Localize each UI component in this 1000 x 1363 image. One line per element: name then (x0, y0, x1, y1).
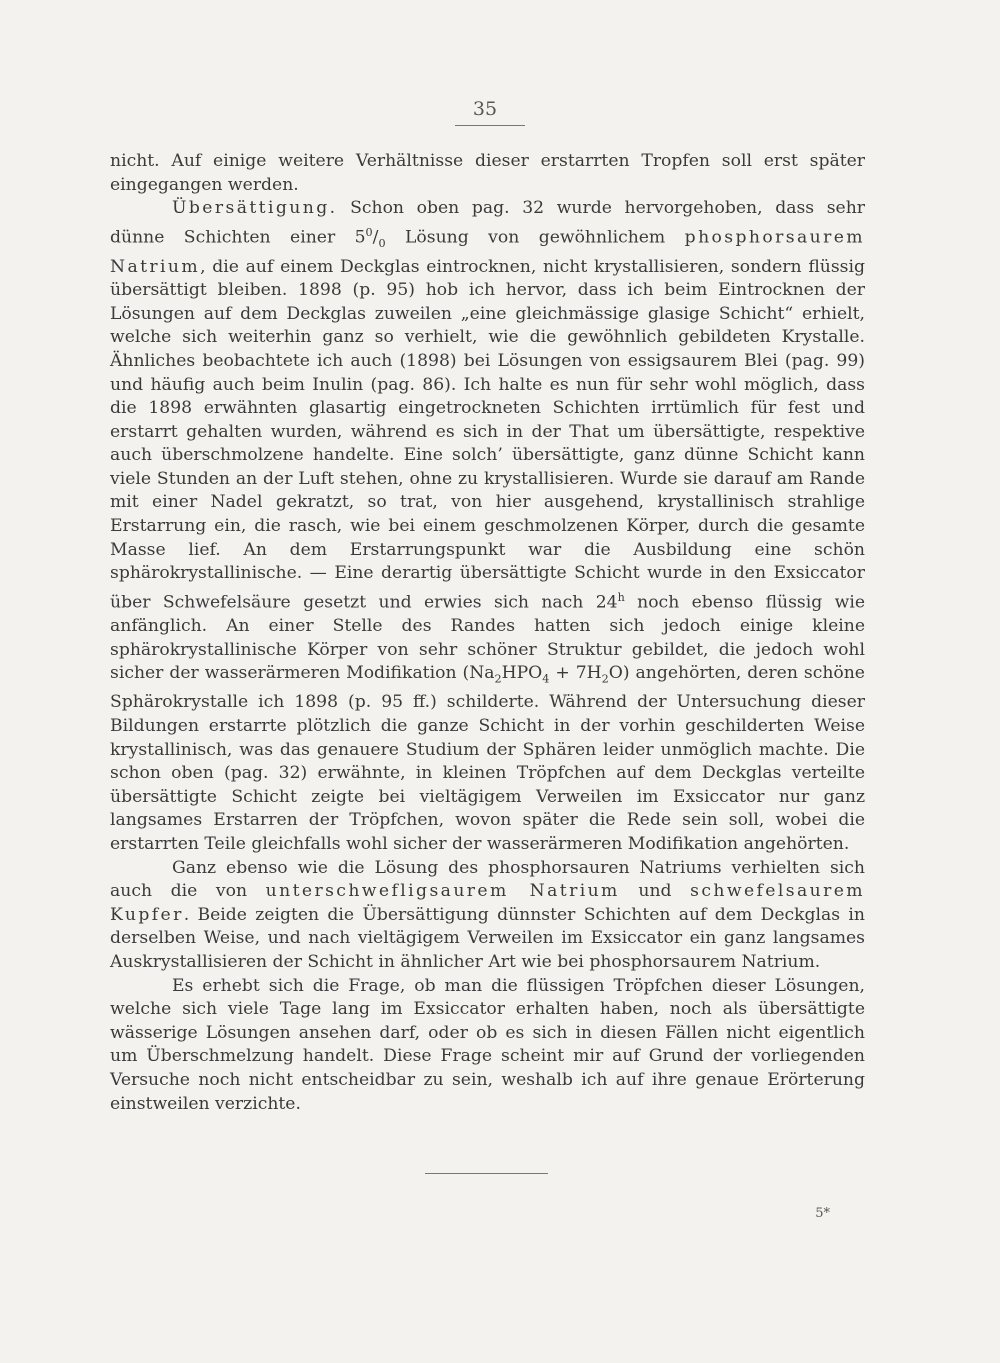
end-rule (425, 1173, 548, 1174)
spaced-term: Übersättigung. (172, 198, 338, 219)
text-run: Ganz ebenso wie die Lösung des phosphorsauren Natriums verhielten sich auch die von (110, 857, 865, 902)
text-run: noch ebenso flüssig wie anfänglich. An einer Stelle des Randes hatten sich jedoch einige kleine sphärokrystallinische Körper von sehr schöner Struktur gebildet, die jedoch wohl sicher der wasserärmeren Modifikation (Na (110, 592, 865, 684)
spaced-term: phosphorsaurem Natrium (110, 227, 865, 277)
page-number: 35 (472, 98, 498, 120)
paragraph-2 (110, 197, 865, 856)
spaced-term: schwefelsaurem Kupfer (110, 881, 865, 925)
page-number-rule (455, 125, 525, 126)
text-run: 0 (365, 225, 373, 239)
text-run: , die auf einem Deckglas eintrocknen, nicht krystallisieren, sondern flüssig übersättigt bleiben. 1898 (p. 95) hob ich hervor, dass ich beim Eintrocknen der Lösungen auf dem Deckglas zuweilen „eine gleichmässige glasige Schicht“ erhielt, welche sich weiterhin ganz so verhielt, wie die gewöhnlich gebildeten Krystalle. Ähnliches beobachtete ich auch (1898) bei Lösungen von essigsaurem Blei (pag. 99) und häufig auch beim Inulin (pag. 86). Ich halte es nun für sehr wohl möglich, dass die 1898 erwähnten glasartig eingetrockneten Schichten irrtümlich für fest und erstarrt gehalten wurden, während es sich in der That um übersättigte, respektive auch überschmolzene handelte. Eine solch’ übersättigte, ganz dünne Schicht kann viele Stunden an der Luft stehen, ohne zu krystallisieren. Wurde sie darauf am Rande mit einer Nadel gekratzt, so trat, von hier ausgehend, krystallinisch strahlige Erstarrung ein, die rasch, wie bei einem geschmolzenen Körper, durch die gesamte Masse lief. An dem Erstarrungspunkt war die Ausbildung eine schön sphärokrystallinische. — Eine derartig übersättigte Schicht wurde in den Exsiccator über Schwefelsäure gesetzt und erwies sich nach 24 (110, 256, 865, 613)
text-run: nicht. Auf einige weitere Verhältnisse dieser erstarrten Tropfen soll erst später eingegangen werden. (110, 151, 865, 195)
paragraph-3 (110, 857, 865, 975)
text-run: HPO (501, 663, 543, 684)
text-run: 2 (601, 672, 609, 686)
paragraph-4 (110, 975, 865, 1117)
spaced-term: unterschwefligsaurem Natrium (265, 881, 620, 902)
text-run: 2 (494, 672, 502, 686)
text-run: h (617, 590, 625, 604)
text-run: 4 (542, 672, 550, 686)
text-run: und (619, 881, 691, 902)
text-run: + 7H (549, 663, 602, 684)
signature-mark: 5* (815, 1206, 830, 1221)
text-run: Schon oben pag. 32 wurde hervorgehoben, dass sehr dünne Schichten einer 5 (110, 198, 865, 248)
body-text (110, 150, 865, 1116)
text-run: 0 (378, 236, 386, 250)
text-run: Lösung von gewöhnlichem (385, 227, 685, 248)
text-run: . Beide zeigten die Übersättigung dünnster Schichten auf dem Deckglas in derselben Weise, und nach vieltägigem Verweilen im Exsiccator ein ganz langsames Auskrystallisieren der Schicht in ähnlicher Art wie bei phosphorsaurem Natrium. (110, 904, 865, 972)
text-run: O) angehörten, deren schöne Sphärokrystalle ich 1898 (p. 95 ff.) schilderte. Während der Untersuchung dieser Bildungen erstarrte plötzlich die ganze Schicht in der vorhin geschilderten Weise krystallinisch, was das genauere Studium der Sphären leider unmöglich machte. Die schon oben (pag. 32) erwähnte, in kleinen Tröpfchen auf dem Deckglas verteilte übersättigte Schicht zeigte bei vieltägigem Verweilen im Exsiccator nur ganz langsames Erstarren der Tröpfchen, wovon später die Rede sein soll, wobei die erstarrten Teile gleichfalls wohl sicher der wasserärmeren Modifikation angehörten. (110, 663, 865, 854)
text-run: Es erhebt sich die Frage, ob man die flüssigen Tröpfchen dieser Lösungen, welche sich viele Tage lang im Exsiccator erhalten haben, noch als übersättigte wässerige Lösungen ansehen darf, oder ob es sich in diesen Fällen nicht eigentlich um Überschmelzung handelt. Diese Frage scheint mir auf Grund der vorliegenden Versuche noch nicht entscheidbar zu sein, weshalb ich auf ihre genaue Erörterung einstweilen verzichte. (110, 975, 865, 1114)
text-run: / (372, 227, 379, 248)
paragraph-1 (110, 150, 865, 197)
